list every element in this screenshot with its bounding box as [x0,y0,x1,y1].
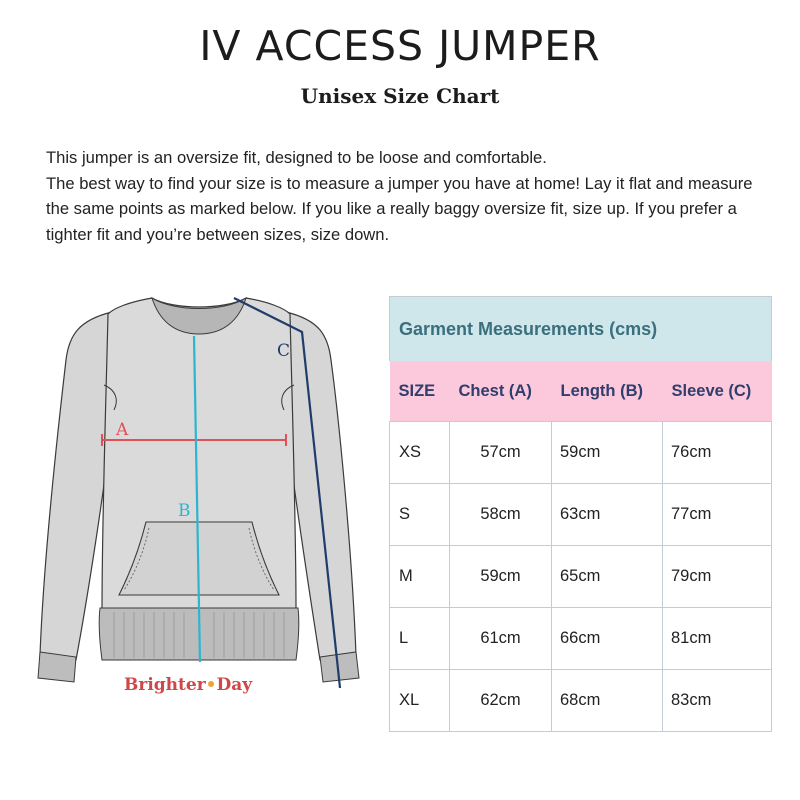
column-header-size: SIZE [390,361,450,422]
label-c: C [277,341,291,361]
column-header-sleeve: Sleeve (C) [663,361,772,422]
cell-length: 63cm [552,484,663,546]
table-row [390,484,772,546]
column-header-length: Length (B) [552,361,663,422]
cell-chest: 59cm [450,546,552,608]
table-row [390,546,772,608]
cell-size: M [390,546,450,608]
cell-chest: 58cm [450,484,552,546]
table-row [390,422,772,484]
cell-chest: 57cm [450,422,552,484]
brand-word-2: Day [216,675,253,695]
intro-line-2: The best way to find your size is to measure a jumper you have at home! Lay it flat and measure the same points as marked below. If you like a really baggy oversize fit, size up. If you prefer a tighter fit and you’re between sizes, size down. [46,173,753,244]
column-header-chest: Chest (A) [450,361,552,422]
table-title-row [390,297,772,362]
table-title: Garment Measurements (cms) [390,297,772,362]
cell-sleeve: 77cm [663,484,772,546]
cell-length: 68cm [552,670,663,732]
table-row [390,608,772,670]
intro-line-1: This jumper is an oversize fit, designed to be loose and comfortable. [46,148,547,167]
table-header-row [390,361,772,422]
cell-length: 59cm [552,422,663,484]
brand-word-1: Brighter [124,675,206,695]
page-subtitle: Unisex Size Chart [300,84,500,108]
cell-length: 65cm [552,546,663,608]
cell-size: XS [390,422,450,484]
table-row [390,670,772,732]
intro-text [46,145,776,247]
cell-length: 66cm [552,608,663,670]
brand-logo [124,675,252,695]
cell-size: L [390,608,450,670]
jumper-illustration [34,290,364,710]
cell-sleeve: 83cm [663,670,772,732]
cell-size: XL [390,670,450,732]
cell-chest: 61cm [450,608,552,670]
page-title: IV ACCESS JUMPER [199,22,601,70]
cell-sleeve: 81cm [663,608,772,670]
cell-sleeve: 79cm [663,546,772,608]
cell-chest: 62cm [450,670,552,732]
label-a: A [116,420,129,440]
label-b: B [178,501,191,521]
brand-dot: • [205,675,217,695]
cell-size: S [390,484,450,546]
size-table [389,296,772,732]
cell-sleeve: 76cm [663,422,772,484]
jumper-diagram [34,290,364,710]
